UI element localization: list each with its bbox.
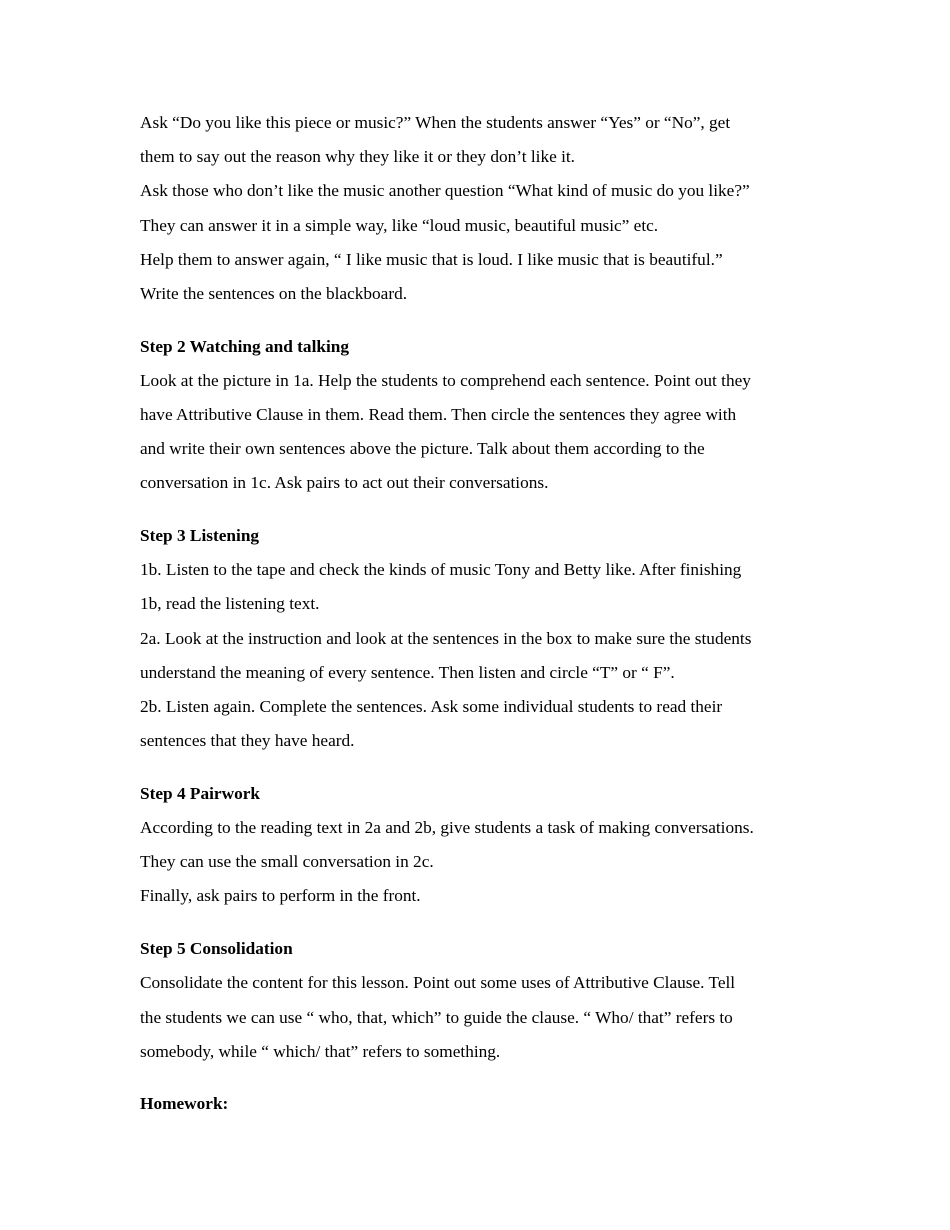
intro-line: Help them to answer again, “ I like music that is loud. I like music that is beautiful.” xyxy=(140,249,723,269)
step4-section xyxy=(140,777,820,914)
step5-line: somebody, while “ which/ that” refers to something. xyxy=(140,1041,501,1061)
section-spacer xyxy=(140,501,820,520)
step4-line: Finally, ask pairs to perform in the front. xyxy=(140,886,421,906)
step3-line: 2a. Look at the instruction and look at the sentences in the box to make sure the students xyxy=(140,628,752,648)
step4-line: They can use the small conversation in 2c. xyxy=(140,852,434,872)
section-spacer xyxy=(140,1069,820,1088)
step3-line: 1b. Listen to the tape and check the kinds of music Tony and Betty like. After finishing xyxy=(140,560,742,580)
intro-line: Write the sentences on the blackboard. xyxy=(140,283,408,303)
section-spacer xyxy=(140,914,820,933)
document-page xyxy=(140,106,820,1122)
intro-line: Ask those who don’t like the music another question “What kind of music do you like?” xyxy=(140,181,750,201)
step3-line: 1b, read the listening text. xyxy=(140,594,320,614)
step3-line: 2b. Listen again. Complete the sentences. Ask some individual students to read their xyxy=(140,697,723,716)
intro-line: them to say out the reason why they like it or they don’t like it. xyxy=(140,147,575,167)
step2-line: Look at the picture in 1a. Help the students to comprehend each sentence. Point out they xyxy=(140,370,751,390)
intro-line: They can answer it in a simple way, like “loud music, beautiful music” etc. xyxy=(140,215,659,235)
homework-section xyxy=(140,1087,820,1121)
step3-heading: Step 3 Listening xyxy=(140,526,260,546)
step4-heading: Step 4 Pairwork xyxy=(140,783,260,803)
step2-line: have Attributive Clause in them. Read them. Then circle the sentences they agree with xyxy=(140,405,737,424)
step2-line: and write their own sentences above the picture. Talk about them according to the xyxy=(140,439,705,459)
section-spacer xyxy=(140,758,820,777)
homework-heading: Homework: xyxy=(140,1094,229,1114)
step3-line: sentences that they have heard. xyxy=(140,731,355,751)
intro-line: Ask “Do you like this piece or music?” When the students answer “Yes” or “No”, get xyxy=(140,113,731,132)
section-spacer xyxy=(140,311,820,330)
step5-line: the students we can use “ who, that, which” to guide the clause. “ Who/ that” refers to xyxy=(140,1007,733,1027)
step5-section xyxy=(140,932,820,1069)
intro-section xyxy=(140,106,820,311)
step2-line: conversation in 1c. Ask pairs to act out their conversations. xyxy=(140,473,549,493)
step2-heading: Step 2 Watching and talking xyxy=(140,336,350,356)
step4-line: According to the reading text in 2a and 2b, give students a task of making conversations. xyxy=(140,818,754,838)
step5-line: Consolidate the content for this lesson. Point out some uses of Attributive Clause. Tell xyxy=(140,973,736,993)
step3-line: understand the meaning of every sentence. Then listen and circle “T” or “ F”. xyxy=(140,662,675,682)
step2-section xyxy=(140,330,820,501)
step3-section xyxy=(140,519,820,758)
step5-heading: Step 5 Consolidation xyxy=(140,939,293,959)
